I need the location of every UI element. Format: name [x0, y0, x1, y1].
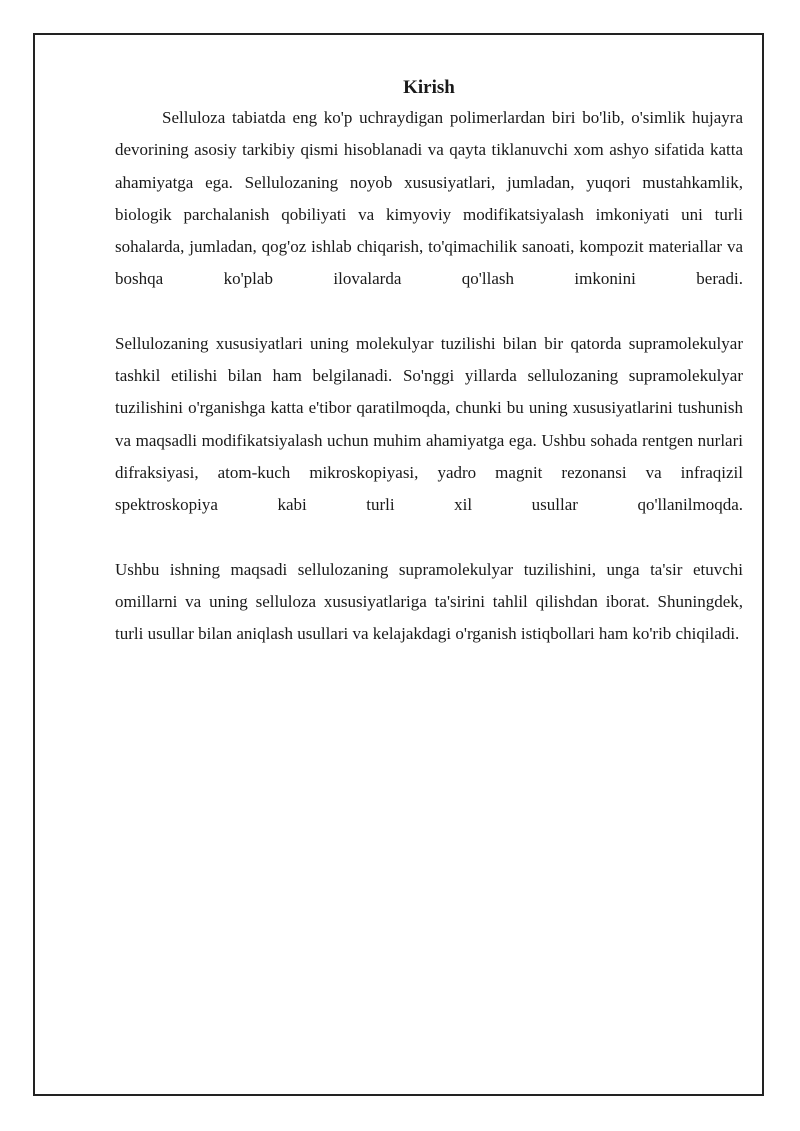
document-title: Kirish — [403, 77, 455, 98]
paragraph-intro: Selluloza tabiatda eng ko'p uchraydigan polimerlardan biri bo'lib, o'simlik hujayra devorining asosiy tarkibiy qismi hisoblanadi va qayta tiklanuvchi xom ashyo sifatida katta ahamiyatga ega. Sellulozaning noyob xususiyatlari, jumladan, yuqori mustahkamlik, biologik parchalanish qobiliyati va kimyoviy modifikatsiyalash imkoniyati uni turli sohalarda, jumladan, qog'oz ishlab chiqarish, to'qimachilik sanoati, kompozit materiallar va boshqa ko'plab ilovalarda qo'llash imkonini beradi. — [115, 108, 743, 289]
paragraph-properties: Sellulozaning xususiyatlari uning molekulyar tuzilishi bilan bir qatorda supramolekulyar tashkil etilishi bilan ham belgilanadi. So'nggi yillarda sellulozaning supramolekulyar tuzilishini o'rganishga katta e'tibor qaratilmoqda, chunki bu uning xususiyatlarini tushunish va maqsadli modifikatsiyalash uchun muhim ahamiyatga ega. Ushbu sohada rentgen nurlari difraksiyasi, atom-kuch mikroskopiyasi, yadro magnit rezonansi va infraqizil spektroskopiya kabi turli xil usullar qo'llanilmoqda. — [115, 333, 743, 515]
paragraph-gap — [115, 296, 743, 328]
paragraph-gap — [115, 522, 743, 554]
paragraph-aim: Ushbu ishning maqsadi sellulozaning supramolekulyar tuzilishini, unga ta'sir etuvchi omillarni va uning selluloza xususiyatlariga ta'sirini tahlil qilishdan iborat. Shuningdek, turli usullar bilan aniqlash usullari va kelajakdagi o'rganish istiqbollari ham ko'rib chiqiladi. — [115, 559, 743, 644]
document-body — [115, 74, 743, 650]
